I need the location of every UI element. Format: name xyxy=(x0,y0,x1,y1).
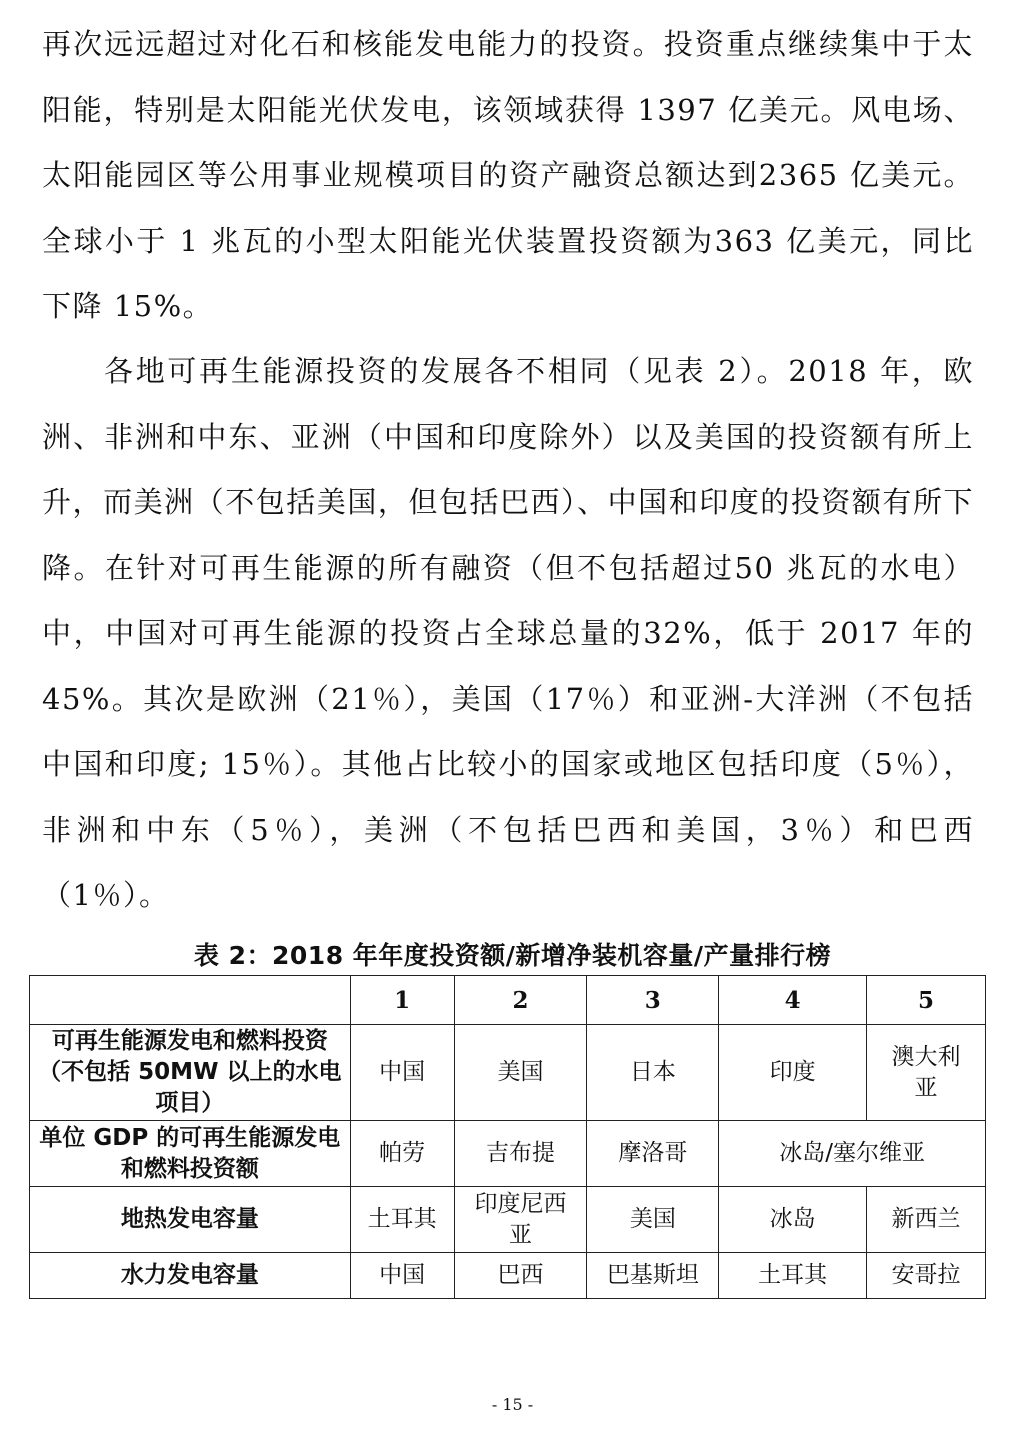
table-cell: 土耳其 xyxy=(719,1253,867,1299)
table-cell: 澳大利亚 xyxy=(867,1025,986,1121)
table-cell: 吉布提 xyxy=(454,1121,587,1187)
body-paragraph-2: 各地可再生能源投资的发展各不相同（见表 2）。2018 年，欧洲、非洲和中东、亚洲（中国和印度除外）以及美国的投资额有所上升，而美洲（不包括美国，但包括巴西）、中国和印度的投资额有所下降。在针对可再生能源的所有融资（但不包括超过50 兆瓦的水电）中，中国对可再生能源的投资占全球总量的32%，低于 2017 年的 45%。其次是欧洲（21％），美国（17％）和亚洲-大洋洲（不包括中国和印度; 15％）。其他占比较小的国家或地区包括印度（5％），非洲和中东（5％），美洲（不包括巴西和美国，3％）和巴西（1％）。 xyxy=(42,354,974,912)
table-caption: 表 2：2018 年年度投资额/新增净装机容量/产量排行榜 xyxy=(193,941,832,970)
table-cell: 美国 xyxy=(587,1187,719,1253)
table-cell: 中国 xyxy=(350,1253,454,1299)
row-label: 可再生能源发电和燃料投资（不包括 50MW 以上的水电项目） xyxy=(30,1025,351,1121)
table-cell: 新西兰 xyxy=(867,1187,986,1253)
table-cell: 土耳其 xyxy=(350,1187,454,1253)
table-cell: 印度尼西亚 xyxy=(454,1187,587,1253)
header-cell-empty xyxy=(30,976,351,1025)
table-cell: 冰岛 xyxy=(719,1187,867,1253)
table-cell: 帕劳 xyxy=(350,1121,454,1187)
table-row xyxy=(30,1121,986,1187)
table-row xyxy=(30,1187,986,1253)
header-cell-rank-3: 3 xyxy=(587,976,719,1025)
page-number: - 15 - xyxy=(491,1395,534,1414)
table-cell: 巴西 xyxy=(454,1253,587,1299)
table-cell: 日本 xyxy=(587,1025,719,1121)
table-row xyxy=(30,1253,986,1299)
table-cell: 摩洛哥 xyxy=(587,1121,719,1187)
body-paragraph-1: 再次远远超过对化石和核能发电能力的投资。投资重点继续集中于太阳能，特别是太阳能光伏发电，该领域获得 1397 亿美元。风电场、太阳能园区等公用事业规模项目的资产融资总额达到2365 亿美元。全球小于 1 兆瓦的小型太阳能光伏装置投资额为363 亿美元，同比下降 15%。 xyxy=(42,27,974,323)
ranking-table xyxy=(29,975,986,1299)
row-label: 地热发电容量 xyxy=(30,1187,351,1253)
table-cell: 安哥拉 xyxy=(867,1253,986,1299)
table-cell: 美国 xyxy=(454,1025,587,1121)
header-cell-rank-4: 4 xyxy=(719,976,867,1025)
table-cell: 巴基斯坦 xyxy=(587,1253,719,1299)
header-cell-rank-2: 2 xyxy=(454,976,587,1025)
table-cell: 印度 xyxy=(719,1025,867,1121)
row-label: 单位 GDP 的可再生能源发电和燃料投资额 xyxy=(30,1121,351,1187)
table-header-row xyxy=(30,976,986,1025)
header-cell-rank-5: 5 xyxy=(867,976,986,1025)
table-cell-merged: 冰岛/塞尔维亚 xyxy=(719,1121,986,1187)
table-row xyxy=(30,1025,986,1121)
table-cell: 中国 xyxy=(350,1025,454,1121)
row-label: 水力发电容量 xyxy=(30,1253,351,1299)
header-cell-rank-1: 1 xyxy=(350,976,454,1025)
